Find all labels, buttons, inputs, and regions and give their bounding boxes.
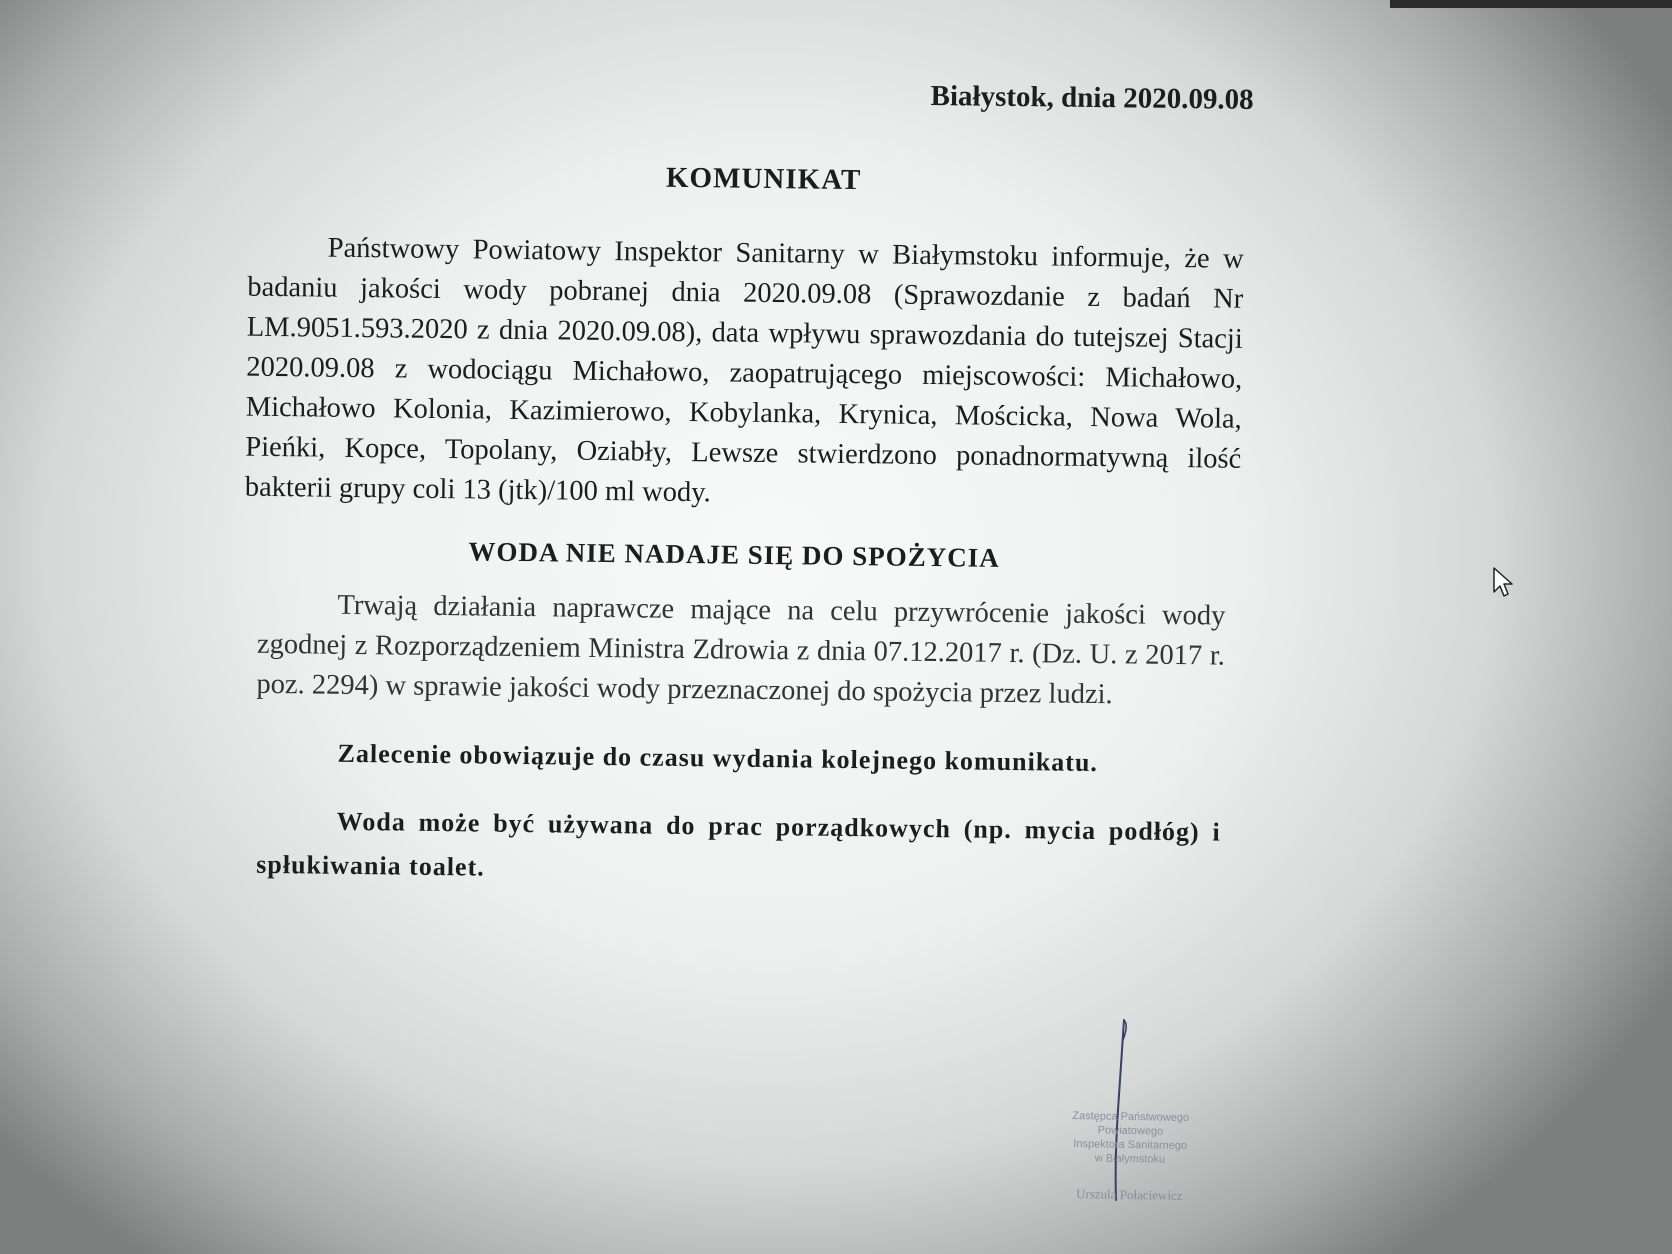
signature-block: [1020, 1010, 1220, 1210]
paragraph-announcement: Państwowy Powiatowy Inspektor Sanitarny w Białymstoku informuje, że w badaniu jakości wody pobranej dnia 2020.09.08 (Sprawozdanie z badań Nr LM.9051.593.2020 z dnia 2020.09.08), data wpływu sprawozdania do tutejszej Stacji 2020.09.08 z wodociągu Michałowo, zaopatrującego miejscowości: Michałowo, Michałowo Kolonia, Kazimierowo, Kobylanka, Krynica, Mościcka, Nowa Wola, Pieńki, Kopce, Topolany, Oziabły, Lewsze stwierdzono ponadnormatywną ilość bakterii grupy coli 13 (jtk)/100 ml wody.: [244, 232, 1244, 509]
stamp-line: w Białymstoku: [1094, 1152, 1166, 1166]
window-top-edge: [1390, 0, 1672, 8]
stamp-line: Inspektora Sanitarnego: [1073, 1138, 1188, 1152]
mouse-cursor-icon: [1492, 566, 1516, 600]
stamp-line: Powiatowego: [1097, 1124, 1164, 1138]
document-title: KOMUNIKAT: [665, 161, 862, 197]
paragraph-usage: Woda może być używana do prac porządkowych (np. mycia podłóg) i spłukiwania toalet.: [256, 806, 1221, 882]
official-stamp: [1029, 1108, 1231, 1203]
stamp-name: Urszula Połaciewicz: [1075, 1186, 1183, 1203]
warning-heading: WODA NIE NADAJE SIĘ DO SPOŻYCIA: [468, 536, 1000, 573]
document-page: [240, 64, 1290, 900]
place-date: Białystok, dnia 2020.09.08: [930, 79, 1254, 116]
paragraph-recommendation: Zalecenie obowiązuje do czasu wydania kolejnego komunikatu.: [337, 738, 1099, 778]
paragraph-corrective-actions: Trwają działania naprawcze mające na celu przywrócenie jakości wody zgodnej z Rozporządzeniem Ministra Zdrowia z dnia 07.12.2017 r. (Dz. U. z 2017 r. poz. 2294) w sprawie jakości wody przeznaczonej do spożycia przez ludzi.: [256, 589, 1226, 711]
stamp-line: Zastępca Państwowego: [1072, 1109, 1190, 1125]
